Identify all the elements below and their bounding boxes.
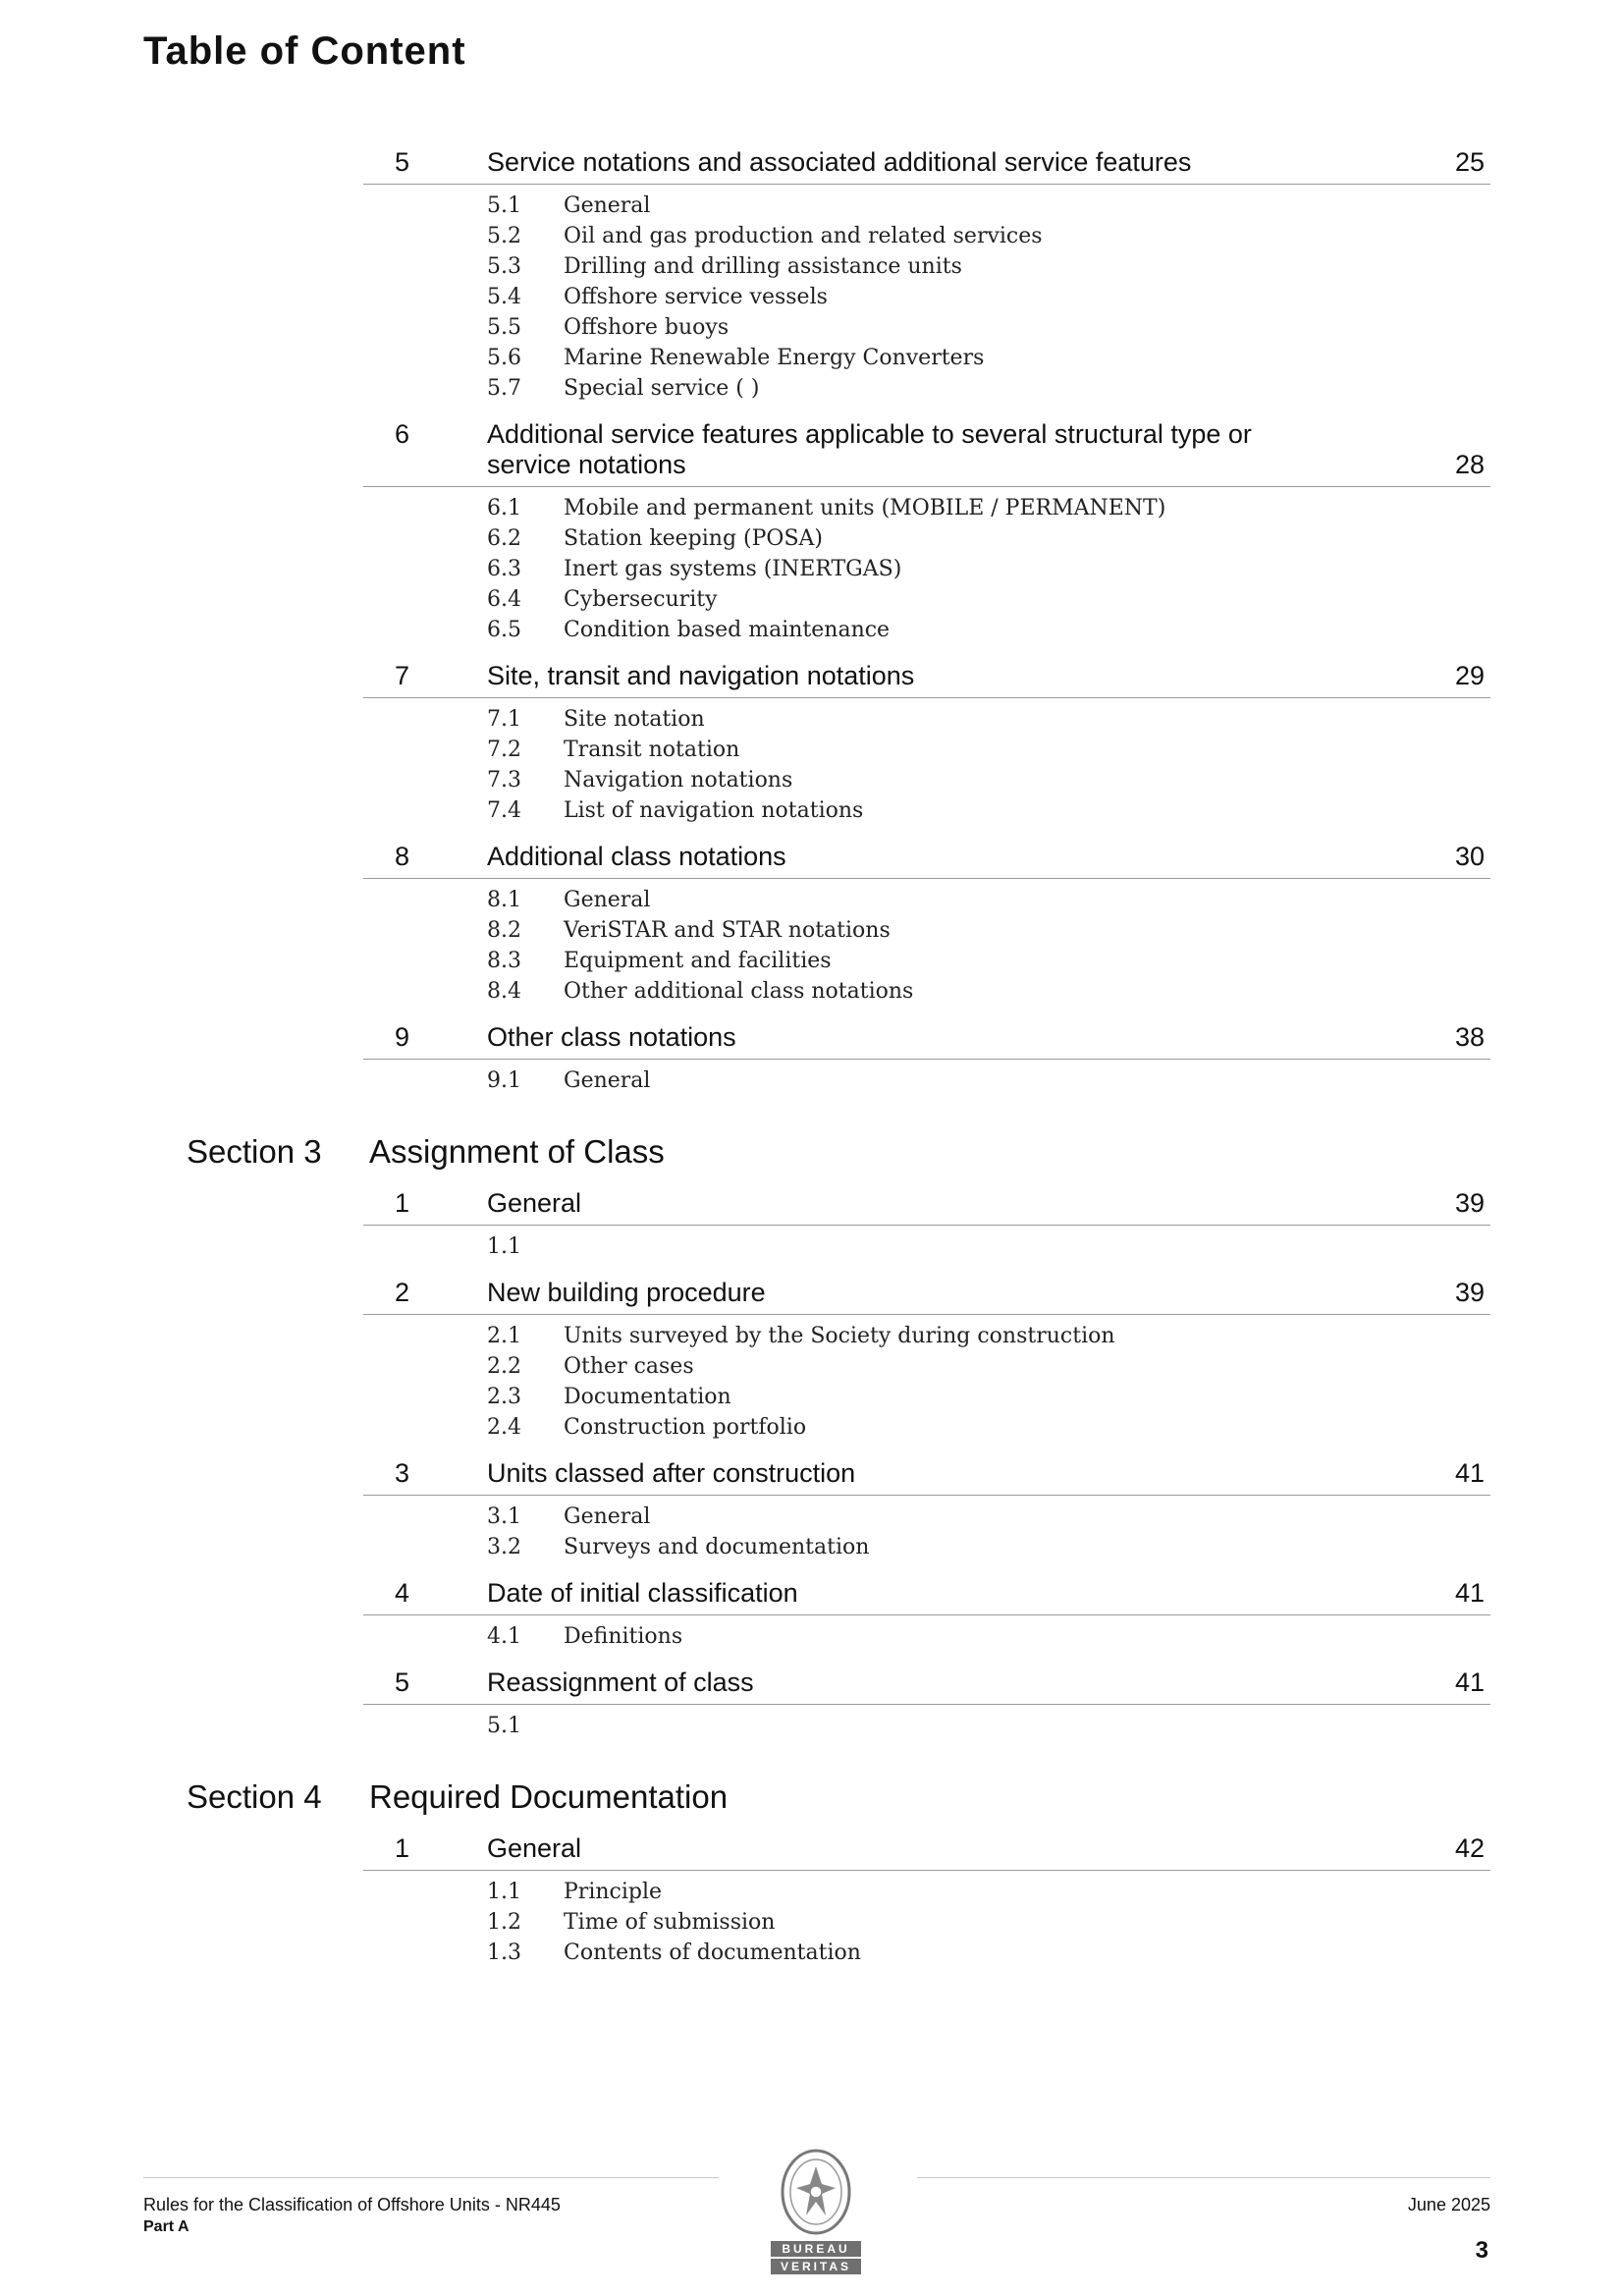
subsection-number: 6.1 <box>487 496 521 520</box>
toc-subsection[interactable] <box>487 1382 1490 1412</box>
subsection-list <box>363 1615 1490 1660</box>
toc-subsection[interactable] <box>487 523 1490 554</box>
subsection-number: 1.2 <box>487 1910 521 1935</box>
footer-document-title: Rules for the Classification of Offshore Units - NR445 <box>143 2195 561 2214</box>
toc-subsection[interactable] <box>487 1711 1490 1741</box>
chapter-page-number: 41 <box>1454 1578 1485 1608</box>
subsection-number: 7.2 <box>487 738 521 762</box>
subsection-title: VeriSTAR and STAR notations <box>564 918 891 943</box>
subsection-list <box>363 698 1490 834</box>
subsection-list <box>363 487 1490 653</box>
toc-chapter <box>363 1660 1490 1749</box>
chapter-number: 8 <box>395 842 410 871</box>
chapter-number: 1 <box>395 1833 410 1863</box>
subsection-number: 6.4 <box>487 587 521 612</box>
subsection-number: 7.4 <box>487 798 521 823</box>
subsection-number: 4.1 <box>487 1624 521 1649</box>
toc-chapter-heading[interactable] <box>363 1014 1490 1060</box>
toc-chapter-heading[interactable] <box>363 1570 1490 1615</box>
toc-subsection[interactable] <box>487 1231 1490 1262</box>
subsection-title: Oil and gas production and related services <box>564 224 1043 248</box>
subsection-list <box>363 879 1490 1014</box>
subsection-title: General <box>564 1068 651 1093</box>
toc-subsection[interactable] <box>487 1532 1490 1562</box>
subsection-number: 3.1 <box>487 1504 521 1529</box>
toc-subsection[interactable] <box>487 704 1490 735</box>
toc-chapter-heading[interactable] <box>363 834 1490 879</box>
subsection-number: 1.1 <box>487 1234 521 1259</box>
subsection-list <box>363 1060 1490 1104</box>
chapter-number: 5 <box>395 1667 410 1697</box>
subsection-number: 2.3 <box>487 1385 521 1409</box>
chapter-title: Date of initial classification <box>487 1578 798 1608</box>
toc-chapter <box>363 1270 1490 1450</box>
chapter-number: 9 <box>395 1022 410 1052</box>
subsection-title: Marine Renewable Energy Converters <box>564 346 985 370</box>
subsection-title: General <box>564 193 651 218</box>
subsection-number: 8.4 <box>487 979 521 1004</box>
subsection-title: Contents of documentation <box>564 1941 861 1965</box>
toc-subsection[interactable] <box>487 343 1490 373</box>
chapter-number: 7 <box>395 661 410 690</box>
toc-chapter-heading[interactable] <box>363 653 1490 698</box>
toc-subsection[interactable] <box>487 946 1490 976</box>
chapter-number: 5 <box>395 147 410 177</box>
subsection-title: General <box>564 1504 651 1529</box>
subsection-list <box>363 1496 1490 1570</box>
table-of-contents <box>0 139 1622 1976</box>
logo-word-top: BUREAU <box>771 2241 861 2257</box>
subsection-title: Offshore buoys <box>564 315 730 340</box>
chapter-page-number: 30 <box>1454 842 1485 871</box>
toc-subsection[interactable] <box>487 976 1490 1007</box>
toc-subsection[interactable] <box>487 493 1490 523</box>
toc-subsection[interactable] <box>487 795 1490 826</box>
toc-subsection[interactable] <box>487 312 1490 343</box>
chapter-number: 1 <box>395 1188 410 1218</box>
subsection-number: 6.2 <box>487 526 521 551</box>
subsection-title: Time of submission <box>564 1910 776 1935</box>
chapter-title: Service notations and associated additional service features <box>487 147 1192 177</box>
subsection-title: Surveys and documentation <box>564 1535 870 1559</box>
toc-subsection[interactable] <box>487 915 1490 946</box>
subsection-title: Units surveyed by the Society during construction <box>564 1324 1115 1348</box>
toc-chapter <box>363 1570 1490 1660</box>
toc-subsection[interactable] <box>487 615 1490 645</box>
toc-subsection[interactable] <box>487 885 1490 915</box>
logo-word-bottom: VERITAS <box>771 2259 861 2274</box>
toc-subsection[interactable] <box>487 1412 1490 1443</box>
subsection-title: Offshore service vessels <box>564 285 828 309</box>
subsection-list <box>363 1315 1490 1450</box>
subsection-number: 5.1 <box>487 1714 521 1738</box>
toc-subsection[interactable] <box>487 221 1490 251</box>
toc-subsection[interactable] <box>487 373 1490 404</box>
subsection-title: Inert gas systems (INERTGAS) <box>564 557 902 581</box>
bureau-veritas-logo <box>765 2145 867 2274</box>
section-label: Section 4 <box>187 1778 322 1815</box>
toc-subsection[interactable] <box>487 735 1490 765</box>
subsection-title: Transit notation <box>564 738 740 762</box>
toc-chapter <box>363 1826 1490 1976</box>
subsection-title: Special service ( ) <box>564 376 760 401</box>
subsection-title: Other cases <box>564 1354 694 1379</box>
toc-chapter <box>363 1014 1490 1104</box>
chapter-title: New building procedure <box>487 1278 766 1307</box>
subsection-list <box>363 1871 1490 1976</box>
chapter-page-number: 28 <box>1454 450 1485 479</box>
toc-subsection[interactable] <box>487 1907 1490 1938</box>
toc-chapter <box>363 1450 1490 1570</box>
toc-subsection[interactable] <box>487 251 1490 282</box>
toc-subsection[interactable] <box>487 1321 1490 1351</box>
toc-subsection[interactable] <box>487 1066 1490 1096</box>
subsection-title <box>564 1231 1490 1262</box>
page-title: Table of Content <box>143 29 466 73</box>
footer-divider <box>143 2177 719 2178</box>
toc-chapter-heading[interactable] <box>363 139 1490 185</box>
toc-subsection[interactable] <box>487 191 1490 221</box>
toc-subsection[interactable] <box>487 554 1490 584</box>
subsection-title: Mobile and permanent units (MOBILE / PERMANENT) <box>564 496 1166 520</box>
subsection-title: Drilling and drilling assistance units <box>564 254 962 279</box>
toc-chapter <box>363 1180 1490 1270</box>
toc-chapter <box>363 653 1490 834</box>
subsection-title <box>564 1711 1490 1741</box>
subsection-title: Site notation <box>564 707 705 732</box>
toc-chapter-heading[interactable] <box>363 1660 1490 1705</box>
subsection-title: Condition based maintenance <box>564 618 891 642</box>
subsection-number: 5.3 <box>487 254 521 279</box>
chapter-page-number: 41 <box>1454 1458 1485 1488</box>
subsection-title: Documentation <box>564 1385 731 1409</box>
subsection-number: 5.7 <box>487 376 521 401</box>
subsection-list <box>363 1226 1490 1270</box>
subsection-number: 7.1 <box>487 707 521 732</box>
toc-chapter-heading[interactable] <box>363 1270 1490 1315</box>
chapter-page-number: 29 <box>1454 661 1485 690</box>
chapter-title: Site, transit and navigation notations <box>487 661 915 690</box>
subsection-list <box>363 1705 1490 1749</box>
chapter-title: General <box>487 1833 582 1863</box>
subsection-number: 2.1 <box>487 1324 521 1348</box>
toc-chapter <box>363 139 1490 411</box>
subsection-number: 8.1 <box>487 888 521 912</box>
section-title: Assignment of Class <box>369 1133 665 1170</box>
chapter-title: Other class notations <box>487 1022 736 1052</box>
chapter-number: 3 <box>395 1458 410 1488</box>
subsection-number: 5.5 <box>487 315 521 340</box>
toc-subsection[interactable] <box>487 765 1490 795</box>
subsection-number: 3.2 <box>487 1535 521 1559</box>
toc-subsection[interactable] <box>487 1938 1490 1968</box>
chapter-page-number: 38 <box>1454 1022 1485 1052</box>
chapter-title: Units classed after construction <box>487 1458 856 1488</box>
section-label: Section 3 <box>187 1133 322 1170</box>
chapter-page-number: 25 <box>1454 147 1485 177</box>
subsection-number: 5.6 <box>487 346 521 370</box>
subsection-number: 8.3 <box>487 949 521 973</box>
section-heading <box>0 1125 1622 1180</box>
subsection-number: 8.2 <box>487 918 521 943</box>
toc-chapter-heading[interactable] <box>363 1450 1490 1496</box>
subsection-list <box>363 185 1490 411</box>
section-title: Required Documentation <box>369 1778 729 1815</box>
subsection-number: 2.2 <box>487 1354 521 1379</box>
toc-subsection[interactable] <box>487 282 1490 312</box>
chapter-page-number: 39 <box>1454 1188 1485 1218</box>
subsection-title: Equipment and facilities <box>564 949 832 973</box>
chapter-title: General <box>487 1188 582 1218</box>
toc-subsection[interactable] <box>487 584 1490 615</box>
subsection-title: Construction portfolio <box>564 1415 807 1440</box>
chapter-title: Additional class notations <box>487 842 786 871</box>
subsection-title: Definitions <box>564 1624 683 1649</box>
subsection-number: 1.1 <box>487 1880 521 1904</box>
subsection-title: General <box>564 888 651 912</box>
chapter-number: 2 <box>395 1278 410 1307</box>
subsection-number: 2.4 <box>487 1415 521 1440</box>
seal-icon <box>765 2145 867 2243</box>
subsection-number: 5.1 <box>487 193 521 218</box>
subsection-title: Principle <box>564 1880 663 1904</box>
subsection-number: 6.3 <box>487 557 521 581</box>
subsection-title: Other additional class notations <box>564 979 914 1004</box>
toc-chapter-heading[interactable] <box>363 411 1490 487</box>
toc-subsection[interactable] <box>487 1351 1490 1382</box>
chapter-number: 4 <box>395 1578 410 1608</box>
footer-date: June 2025 <box>1407 2195 1490 2214</box>
toc-chapter <box>363 411 1490 653</box>
toc-subsection[interactable] <box>487 1877 1490 1907</box>
chapter-number: 6 <box>395 419 410 449</box>
subsection-number: 5.2 <box>487 224 521 248</box>
subsection-number: 5.4 <box>487 285 521 309</box>
chapter-title: Additional service features applicable to several structural type or service notations <box>487 419 1252 479</box>
page-number: 3 <box>1475 2237 1488 2264</box>
section-heading <box>0 1771 1622 1826</box>
subsection-number: 7.3 <box>487 768 521 793</box>
toc-subsection[interactable] <box>487 1621 1490 1652</box>
subsection-number: 9.1 <box>487 1068 521 1093</box>
toc-chapter <box>363 834 1490 1014</box>
chapter-page-number: 42 <box>1454 1833 1485 1863</box>
subsection-title: Navigation notations <box>564 768 793 793</box>
chapter-page-number: 39 <box>1454 1278 1485 1307</box>
subsection-number: 6.5 <box>487 618 521 642</box>
toc-subsection[interactable] <box>487 1502 1490 1532</box>
subsection-title: Cybersecurity <box>564 587 718 612</box>
footer-divider <box>917 2177 1490 2178</box>
toc-chapter-heading[interactable] <box>363 1180 1490 1226</box>
subsection-title: List of navigation notations <box>564 798 864 823</box>
chapter-title: Reassignment of class <box>487 1667 754 1697</box>
chapter-page-number: 41 <box>1454 1667 1485 1697</box>
toc-chapter-heading[interactable] <box>363 1826 1490 1871</box>
footer-part: Part A <box>143 2218 189 2235</box>
subsection-title: Station keeping (POSA) <box>564 526 824 551</box>
subsection-number: 1.3 <box>487 1941 521 1965</box>
